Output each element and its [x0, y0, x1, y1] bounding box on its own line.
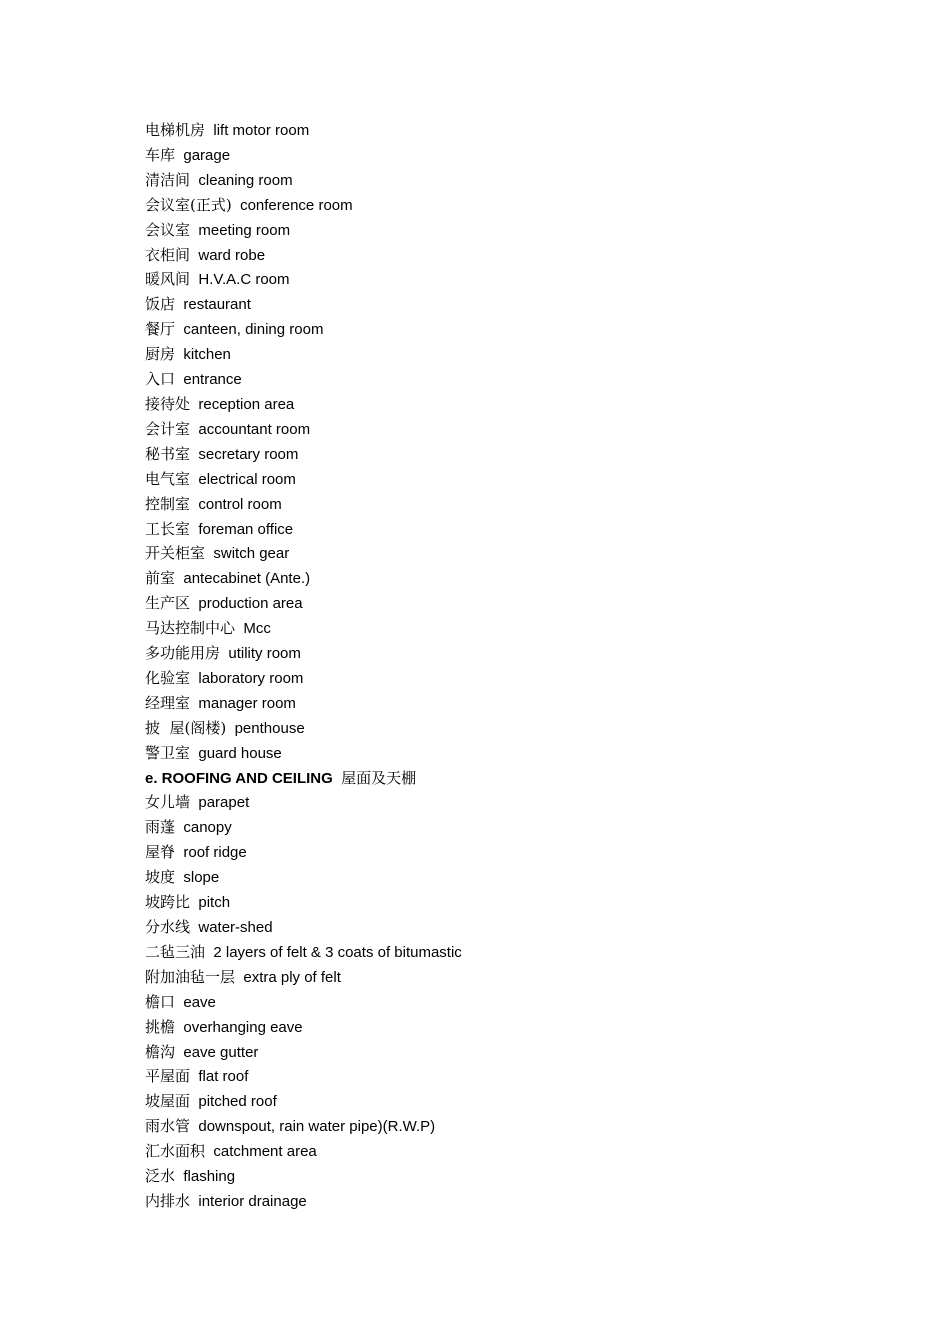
chinese-term: 坡跨比 [145, 893, 191, 912]
glossary-entry [145, 1114, 905, 1139]
english-term: utility room [228, 645, 301, 663]
glossary-entry [145, 367, 905, 392]
glossary-entry [145, 541, 905, 566]
english-term: laboratory room [198, 669, 304, 687]
chinese-term: 电梯机房 [145, 121, 206, 139]
glossary-entry [145, 143, 905, 168]
chinese-term: 化验室 [145, 668, 191, 687]
english-term: penthouse [234, 719, 305, 737]
english-term: antecabinet (Ante.) [183, 570, 311, 588]
chinese-term: 檐口 [145, 992, 176, 1011]
glossary-entry [145, 417, 905, 442]
english-term: H.V.A.C room [198, 271, 290, 289]
chinese-term: 屋面及天棚 [341, 768, 417, 787]
chinese-term: 厨房 [145, 345, 176, 364]
glossary-entry [145, 168, 905, 193]
english-term: guard house [198, 744, 282, 762]
glossary-entry [145, 940, 905, 965]
glossary-entry [145, 691, 905, 716]
english-term: Mcc [243, 620, 271, 638]
chinese-term: 屋脊 [145, 843, 176, 862]
glossary-entry [145, 1139, 905, 1164]
glossary-entry [145, 492, 905, 517]
english-term: pitch [198, 894, 231, 912]
glossary-entry [145, 1015, 905, 1040]
chinese-term: 檐沟 [145, 1042, 176, 1061]
glossary-entry [145, 591, 905, 616]
english-term: flat roof [198, 1068, 249, 1086]
glossary-entry [145, 666, 905, 691]
english-term: kitchen [183, 346, 231, 364]
chinese-term: 内排水 [145, 1191, 191, 1210]
english-term: meeting room [198, 221, 291, 239]
chinese-term: 餐厅 [145, 320, 176, 339]
glossary-entry [145, 1189, 905, 1214]
chinese-term: 会议室 [145, 220, 191, 239]
english-term: canopy [183, 819, 232, 837]
english-term: extra ply of felt [243, 968, 341, 986]
english-term: slope [183, 869, 220, 887]
chinese-term: 坡屋面 [145, 1092, 191, 1111]
english-term: parapet [198, 794, 250, 812]
english-term: overhanging eave [183, 1018, 303, 1036]
chinese-term: 生产区 [145, 594, 191, 613]
chinese-term: 清洁间 [145, 170, 191, 189]
english-term: flashing [183, 1168, 236, 1186]
english-term: reception area [198, 395, 295, 413]
glossary-entry [145, 566, 905, 591]
english-term: electrical room [198, 470, 296, 488]
glossary-entry [145, 442, 905, 467]
english-term: water-shed [198, 919, 273, 936]
glossary-entry [145, 890, 905, 915]
chinese-term: 挑檐 [145, 1017, 176, 1036]
english-term: eave gutter [183, 1043, 259, 1061]
chinese-term: 饭店 [145, 295, 176, 314]
glossary-entry [145, 741, 905, 766]
english-term: restaurant [183, 296, 251, 314]
glossary-entry [145, 865, 905, 890]
chinese-term: 二毡三油 [145, 942, 206, 961]
chinese-term: 会计室 [145, 419, 191, 438]
glossary-entry [145, 616, 905, 641]
chinese-term: 警卫室 [145, 743, 191, 762]
chinese-term: 会议室(正式) [145, 195, 232, 214]
chinese-term: 电气室 [145, 469, 191, 488]
english-term: accountant room [198, 420, 311, 438]
english-term: lift motor room [213, 122, 310, 139]
english-term: e. ROOFING AND CEILING [145, 769, 333, 787]
glossary-entry [145, 467, 905, 492]
glossary-entry [145, 1164, 905, 1189]
glossary-page [145, 118, 905, 1214]
chinese-term: 车库 [145, 145, 176, 164]
chinese-term: 雨蓬 [145, 818, 176, 837]
chinese-term: 分水线 [145, 918, 191, 936]
glossary-entry [145, 517, 905, 542]
chinese-term: 马达控制中心 [145, 619, 236, 638]
chinese-term: 开关柜室 [145, 544, 206, 563]
glossary-entry [145, 243, 905, 268]
chinese-term: 控制室 [145, 494, 191, 513]
chinese-term: 泛水 [145, 1167, 176, 1186]
english-term: secretary room [198, 445, 299, 463]
chinese-term: 平屋面 [145, 1067, 191, 1086]
english-term: entrance [183, 371, 242, 389]
english-term: pitched roof [198, 1093, 277, 1111]
chinese-term: 秘书室 [145, 444, 191, 463]
chinese-term: 前室 [145, 569, 176, 588]
section-heading [145, 766, 905, 791]
english-term: foreman office [198, 520, 294, 538]
chinese-term: 坡度 [145, 868, 176, 887]
chinese-term: 接待处 [145, 394, 191, 413]
english-term: garage [183, 146, 231, 164]
english-term: eave [183, 993, 216, 1011]
english-term: downspout, rain water pipe)(R.W.P) [198, 1118, 436, 1136]
chinese-term: 披 屋(阁楼) [145, 718, 227, 737]
chinese-term: 工长室 [145, 519, 191, 538]
chinese-term: 汇水面积 [145, 1142, 206, 1161]
english-term: canteen, dining room [183, 321, 324, 339]
glossary-entry [145, 342, 905, 367]
glossary-entry [145, 1089, 905, 1114]
glossary-entry [145, 218, 905, 243]
chinese-term: 多功能用房 [145, 644, 221, 663]
english-term: interior drainage [198, 1192, 307, 1210]
glossary-entry [145, 990, 905, 1015]
english-term: ward robe [198, 246, 266, 264]
glossary-entry [145, 915, 905, 940]
english-term: production area [198, 595, 303, 613]
english-term: control room [198, 495, 282, 513]
chinese-term: 雨水管 [145, 1117, 191, 1136]
english-term: conference room [240, 196, 353, 214]
english-term: roof ridge [183, 844, 247, 862]
chinese-term: 衣柜间 [145, 245, 191, 264]
chinese-term: 女儿墙 [145, 793, 191, 812]
glossary-entry [145, 1040, 905, 1065]
glossary-entry [145, 292, 905, 317]
glossary-entry [145, 815, 905, 840]
glossary-entry [145, 641, 905, 666]
english-term: manager room [198, 694, 296, 712]
glossary-entry [145, 267, 905, 292]
english-term: switch gear [213, 545, 290, 563]
glossary-entry [145, 1064, 905, 1089]
english-term: catchment area [213, 1143, 317, 1161]
glossary-entry [145, 965, 905, 990]
glossary-entry [145, 392, 905, 417]
glossary-entry [145, 193, 905, 218]
glossary-entry [145, 716, 905, 741]
chinese-term: 经理室 [145, 693, 191, 712]
chinese-term: 入口 [145, 370, 176, 389]
glossary-entry [145, 790, 905, 815]
glossary-entry [145, 118, 905, 143]
chinese-term: 附加油毡一层 [145, 967, 236, 986]
chinese-term: 暖风间 [145, 270, 191, 289]
english-term: cleaning room [198, 171, 293, 189]
glossary-entry [145, 840, 905, 865]
glossary-entry [145, 317, 905, 342]
english-term: 2 layers of felt & 3 coats of bitumastic [213, 943, 462, 961]
